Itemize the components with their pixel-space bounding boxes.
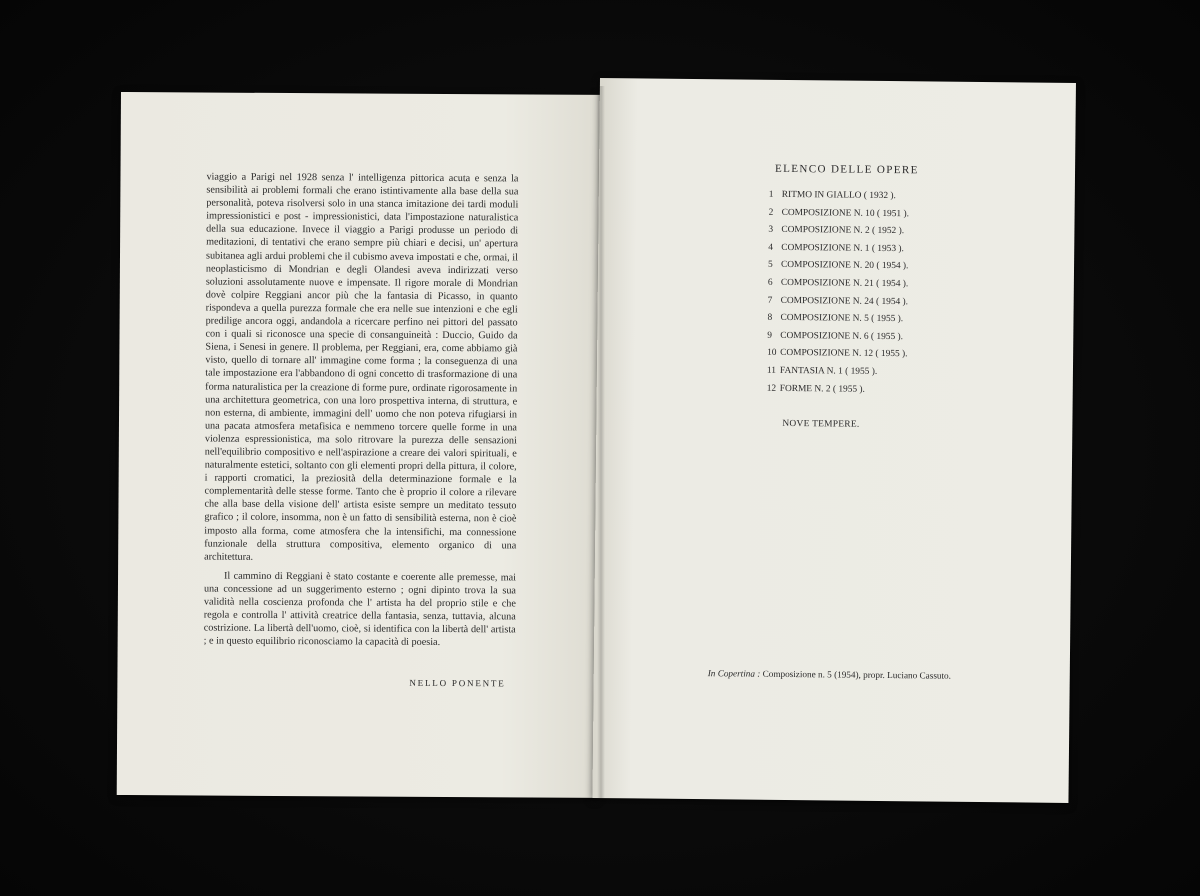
work-year: ( 1951 ). — [876, 208, 910, 219]
work-number: 4 — [768, 242, 773, 253]
work-item — [768, 295, 909, 314]
work-item — [768, 243, 909, 262]
work-item — [769, 190, 910, 209]
work-title: COMPOSIZIONE N. 6 — [780, 330, 869, 342]
work-number: 7 — [767, 295, 773, 306]
work-year: ( 1952 ). — [872, 226, 905, 237]
work-year: ( 1955 ). — [871, 314, 904, 325]
work-title: COMPOSIZIONE N. 20 — [780, 260, 875, 272]
work-number: 9 — [767, 330, 773, 341]
work-year: ( 1955 ). — [870, 331, 904, 342]
work-item — [768, 225, 909, 244]
left-page — [117, 92, 601, 798]
work-year: ( 1954 ). — [876, 278, 909, 290]
work-number: 3 — [768, 224, 774, 236]
work-title: COMPOSIZIONE N. 24 — [780, 295, 874, 307]
essay-text — [204, 171, 519, 650]
book-gutter — [597, 86, 605, 798]
work-title: FANTASIA N. 1 — [779, 365, 843, 377]
work-title: COMPOSIZIONE N. 1 — [781, 242, 870, 254]
work-title: FORME N. 2 — [779, 383, 831, 394]
cover-note-text: Composizione n. 5 (1954), propr. Luciano Cassuto. — [762, 668, 952, 681]
work-year: ( 1932 ). — [863, 190, 896, 202]
work-item — [767, 366, 908, 385]
work-item — [767, 331, 908, 350]
work-title: COMPOSIZIONE N. 10 — [781, 207, 875, 219]
work-item — [768, 260, 909, 279]
work-year: ( 1954 ). — [876, 261, 909, 272]
work-number: 10 — [767, 348, 777, 359]
works-list-title: ELENCO DELLE OPERE — [774, 162, 919, 177]
work-title: RITMO IN GIALLO — [781, 189, 862, 201]
work-title: COMPOSIZIONE N. 12 — [780, 348, 874, 360]
work-year: ( 1955 ). — [875, 349, 908, 360]
work-number: 6 — [767, 277, 773, 288]
work-year: ( 1953 ). — [871, 243, 904, 254]
work-item — [767, 348, 908, 367]
work-number: 1 — [768, 189, 774, 200]
essay-paragraph-1: viaggio a Parigi nel 1928 senza l' intelligenza pittorica acuta e senza la sensibilità ai problemi formali che erano istintivamente alla base della sua personalità, poteva risolversi solo in una stanca imitazione dei tardi moduli impressionistici e post - impressionistici, data l'impostazione naturalistica della sua educazione. Invece il viaggio a Parigi produsse un periodo di meditazioni, di tentativi che erano sempre più chiari e decisi, un' apertura subitanea agli ardui problemi che il cubismo aveva impostati e che, ormai, il neoplasticismo di Mondrian e degli Olandesi aveva indirizzati verso soluzioni assolutamente nuove e impensate. Il rigore morale di Mondrian dovè colpire Reggiani ancor più che la fantasia di Picasso, in quanto rispondeva a quella purezza formale che era nelle sue intenzioni e che egli predilige ancora oggi, andandola a ricercare perfino nei pittori del passato con i quali si riconosce una specie di consanguineità : Duccio, Guido da Siena, i Senesi in genere. Il problema, per Reggiani, era, come abbiamo già visto, quello di tornare all' immagine come forma ; la conseguenza di una tale impostazione era l'abbandono di ogni concetto di trasformazione di una forma naturalistica per la creazione di forme pure, ordinate rigorosamente in una architettura geometrica, con una loro prospettiva interna, di struttura, e non esterna, di ambiente, immagini dell' uomo che non poteva rifugiarsi in una pacata atmosfera metafisica e nemmeno torcere quelle forme in una violenza espressionistica, ma solo ritrovare la purezza delle sensazioni nell'equilibrio compositivo e nell'aspirazione a creare dei valori spirituali, e naturalmente estetici, soltanto con gli elementi propri della pittura, il colore, i rapporti cromatici, la preziosità della determinazione formale e la complementarità delle stesse forme. Tanto che è proprio il colore a rilevare che alla base della visione dell' artista esiste sempre un meditato tessuto grafico ; il colore, insomma, non è un fatto di sensibilità esterna, non è cioè imposto alla forma, come atmosfera che la intensifichi, ma connessione funzionale della struttura compositiva, elemento organico di una architettura. — [204, 171, 519, 563]
work-number: 11 — [766, 365, 777, 376]
work-year: ( 1954 ). — [875, 296, 909, 307]
cover-note-label: In Copertina : — [707, 668, 761, 679]
work-title: COMPOSIZIONE N. 2 — [781, 225, 870, 237]
work-title: COMPOSIZIONE N. 5 — [780, 313, 869, 324]
work-number: 8 — [767, 312, 773, 323]
work-item — [767, 313, 908, 332]
author-signature: NELLO PONENTE — [409, 677, 506, 689]
work-item — [768, 278, 909, 297]
tempere-note: NOVE TEMPERE. — [782, 418, 860, 430]
work-number: 5 — [767, 260, 773, 271]
works-list — [767, 190, 910, 403]
right-page — [592, 78, 1076, 803]
work-item — [767, 383, 908, 402]
work-number: 12 — [766, 383, 777, 394]
work-year: ( 1955 ). — [832, 383, 865, 395]
cover-note — [708, 668, 951, 681]
work-title: COMPOSIZIONE N. 21 — [780, 277, 874, 289]
work-item — [768, 207, 909, 226]
work-year: ( 1955 ). — [845, 366, 878, 377]
essay-paragraph-2: Il cammino di Reggiani è stato costante e coerente alle premesse, mai una concessione ad un suggerimento esterno ; ogni dipinto trova la sua validità nella coscienza profonda che l' artista ha del proprio stile e che regola e controlla l' attività creatrice della fantasia, senza, tuttavia, alcuna costrizione. La libertà dell'uomo, cioè, si identifica con la libertà dell' artista ; e in questo equilibrio riconosciamo la capacità di poesia. — [203, 570, 517, 649]
work-number: 2 — [768, 207, 774, 218]
